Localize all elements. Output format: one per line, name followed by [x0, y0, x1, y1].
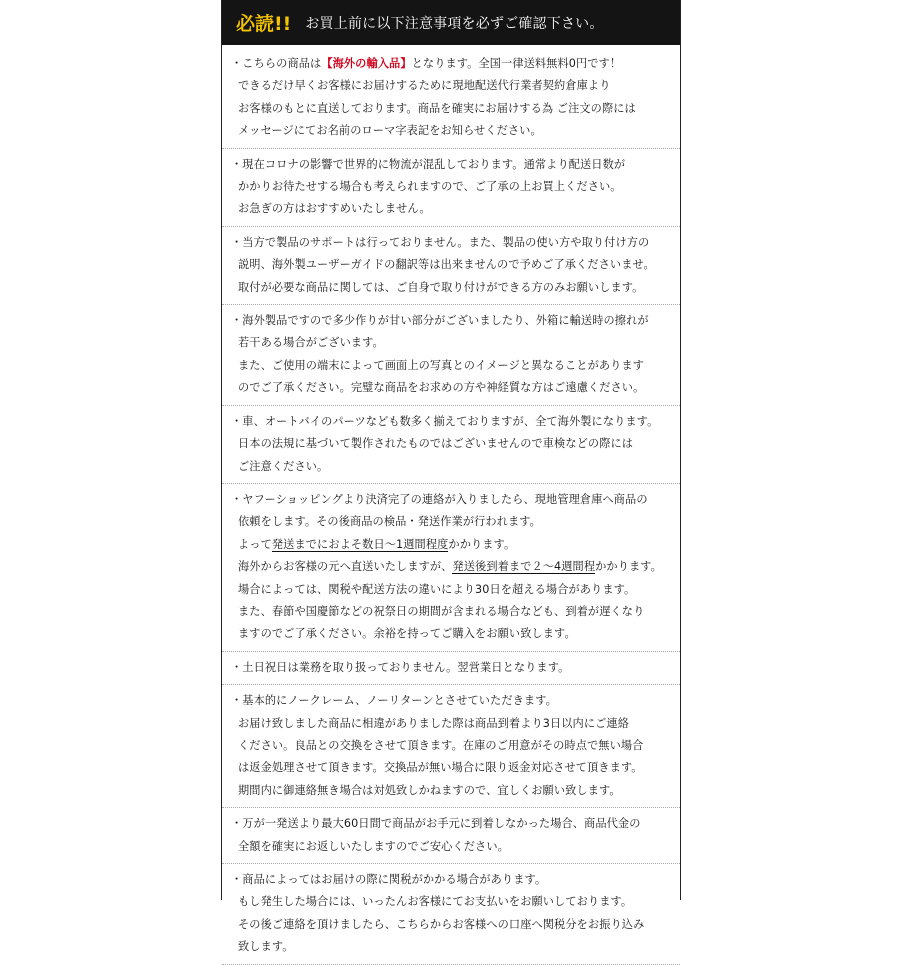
bullet-line	[231, 154, 677, 176]
text-part: ・現在コロナの影響で世界的に物流が混乱しております。通常より配送日数が	[231, 157, 626, 171]
bullet-line	[231, 489, 677, 511]
bullet-line	[231, 232, 677, 254]
text-part: ご注意ください。	[238, 459, 329, 473]
text-line	[231, 98, 677, 120]
text-line	[231, 176, 677, 198]
text-part: 致します。	[238, 940, 294, 954]
must-read-label: 必読!!	[236, 13, 292, 35]
text-part: ください。良品との交換をさせて頂きます。在庫のご用意がその時点で無い場合	[238, 738, 644, 752]
underlined-text: 発送後到着まで２〜4週間程	[452, 560, 596, 574]
text-line	[231, 579, 677, 601]
text-line	[231, 433, 677, 455]
text-part: ・こちらの商品は	[231, 57, 322, 70]
text-line	[231, 836, 677, 858]
notice-section	[222, 864, 680, 965]
bullet-line	[231, 690, 677, 712]
bullet-line	[231, 411, 677, 433]
text-part: ・商品によってはお届けの際に関税がかかる場合があります。	[231, 873, 547, 886]
text-line	[231, 254, 677, 276]
text-part: メッセージにてお名前のローマ字表記をお知らせください。	[238, 124, 542, 138]
text-part: 場合によっては、関税や配送方法の違いにより30日を超える場合があります。	[238, 582, 636, 596]
notice-header	[222, 0, 680, 45]
text-part: 依頼をします。その後商品の検品・発送作業が行われます。	[238, 515, 541, 529]
text-part: ・海外製品ですので多少作りが甘い部分がございましたり、外箱に輸送時の擦れが	[231, 314, 649, 328]
text-line	[231, 780, 677, 802]
notice-section	[222, 685, 680, 808]
text-line	[231, 534, 677, 556]
notice-section	[222, 227, 680, 305]
text-part: 期間内に御連絡無き場合は対処致しかねますので、宜しくお願い致します。	[238, 783, 621, 797]
text-line	[231, 511, 677, 533]
text-part: ・当方で製品のサポートは行っておりません。また、製品の使い方や取り付け方の	[231, 235, 650, 249]
notice-sections	[222, 48, 680, 965]
text-line	[231, 556, 677, 578]
bullet-line	[231, 310, 677, 332]
text-part: 全額を確実にお返しいたしますのでご安心ください。	[238, 839, 509, 853]
text-line	[231, 623, 677, 645]
text-part: ・ヤフーショッピングより決済完了の連絡が入りましたら、現地管理倉庫へ商品の	[231, 492, 648, 506]
text-part: かかりお待たせする場合も考えられますので、ご了承の上お買上ください。	[238, 180, 622, 194]
text-part: 海外からお客様の元へ直送いたしますが、	[238, 560, 453, 574]
bullet-line	[231, 869, 677, 891]
underlined-text: 発送までにおよそ数日〜1週間程度	[271, 537, 449, 551]
text-part: ・基本的にノークレーム、ノーリターンとさせていただきます。	[231, 694, 557, 708]
text-line	[231, 713, 677, 735]
text-line	[231, 891, 677, 913]
bullet-line	[231, 813, 677, 835]
text-part: 説明、海外製ユーザーガイドの翻訳等は出来ませんので予めご了承くださいませ。	[238, 258, 655, 272]
text-line	[231, 355, 677, 377]
text-part: お客様のもとに直送しております。商品を確実にお届けする為 ご注文の際には	[238, 101, 636, 115]
notice-section	[222, 808, 680, 864]
text-part: また、ご使用の端末によって画面上の写真とのイメージと異なることがあります	[238, 358, 645, 372]
notice-title: お買上前に以下注意事項を必ずご確認下さい。	[305, 15, 604, 32]
text-part: は返金処理させて頂きます。交換品が無い場合に限り返金対応させて頂きます。	[238, 761, 643, 775]
text-part: 取付が必要な商品に関しては、ご自身で取り付けができる方のみお願いします。	[238, 280, 644, 294]
text-line	[231, 456, 677, 478]
text-line	[231, 757, 677, 779]
text-part: できるだけ早くお客様にお届けするために現地配送代行業者契約倉庫より	[238, 79, 611, 93]
text-part: その後ご連絡を頂けましたら、こちらからお客様への口座へ関税分をお振り込み	[238, 917, 645, 931]
text-line	[231, 277, 677, 299]
text-part: また、春節や国慶節などの祝祭日の期間が含まれる場合なども、到着が遅くなり	[238, 604, 645, 618]
text-part: ますのでご了承ください。余裕を持ってご購入をお願い致します。	[238, 627, 576, 641]
text-line	[231, 75, 677, 97]
text-part: かかります。	[595, 560, 662, 574]
notice-section	[222, 652, 680, 685]
text-line	[231, 601, 677, 623]
text-line	[231, 198, 677, 220]
text-part: もし発生した場合には、いったんお客様にてお支払いをお願いしております。	[238, 895, 633, 909]
text-part: となります。全国一律送料無料0円です！	[411, 57, 622, 70]
text-line	[231, 120, 677, 142]
text-part: お急ぎの方はおすすめいたしません。	[238, 202, 431, 216]
bullet-line	[231, 53, 677, 75]
text-line	[231, 735, 677, 757]
notice-section	[222, 48, 680, 149]
text-line	[231, 914, 677, 936]
text-line	[231, 936, 677, 958]
text-part: お届け致しました商品に相違がありました際は商品到着より3日以内にご連絡	[238, 716, 629, 730]
notice-panel	[221, 0, 681, 954]
text-line	[231, 377, 677, 399]
text-part: ・万が一発送より最大60日間で商品がお手元に到着しなかった場合、商品代金の	[231, 817, 641, 831]
text-part: 日本の法規に基づいて製作されたものではございませんので車検などの際には	[238, 437, 634, 451]
text-part: かかります。	[448, 537, 516, 551]
text-part: 若干ある場合がございます。	[238, 336, 384, 350]
notice-section	[222, 149, 680, 227]
text-part: のでご了承ください。完璧な商品をお求めの方や神経質な方はご遠慮ください。	[238, 381, 645, 395]
notice-section	[222, 406, 680, 484]
text-part: ・土日祝日は業務を取り扱っておりません。翌営業日となります。	[231, 660, 570, 674]
text-line	[231, 332, 677, 354]
notice-section	[222, 305, 680, 406]
highlight-text: 【海外の輸入品】	[321, 57, 412, 70]
text-part: よって	[238, 537, 272, 551]
text-part: ・車、オートバイのパーツなども数多く揃えておりますが、全て海外製になります。	[231, 414, 659, 428]
bullet-line	[231, 657, 677, 679]
notice-section	[222, 484, 680, 652]
